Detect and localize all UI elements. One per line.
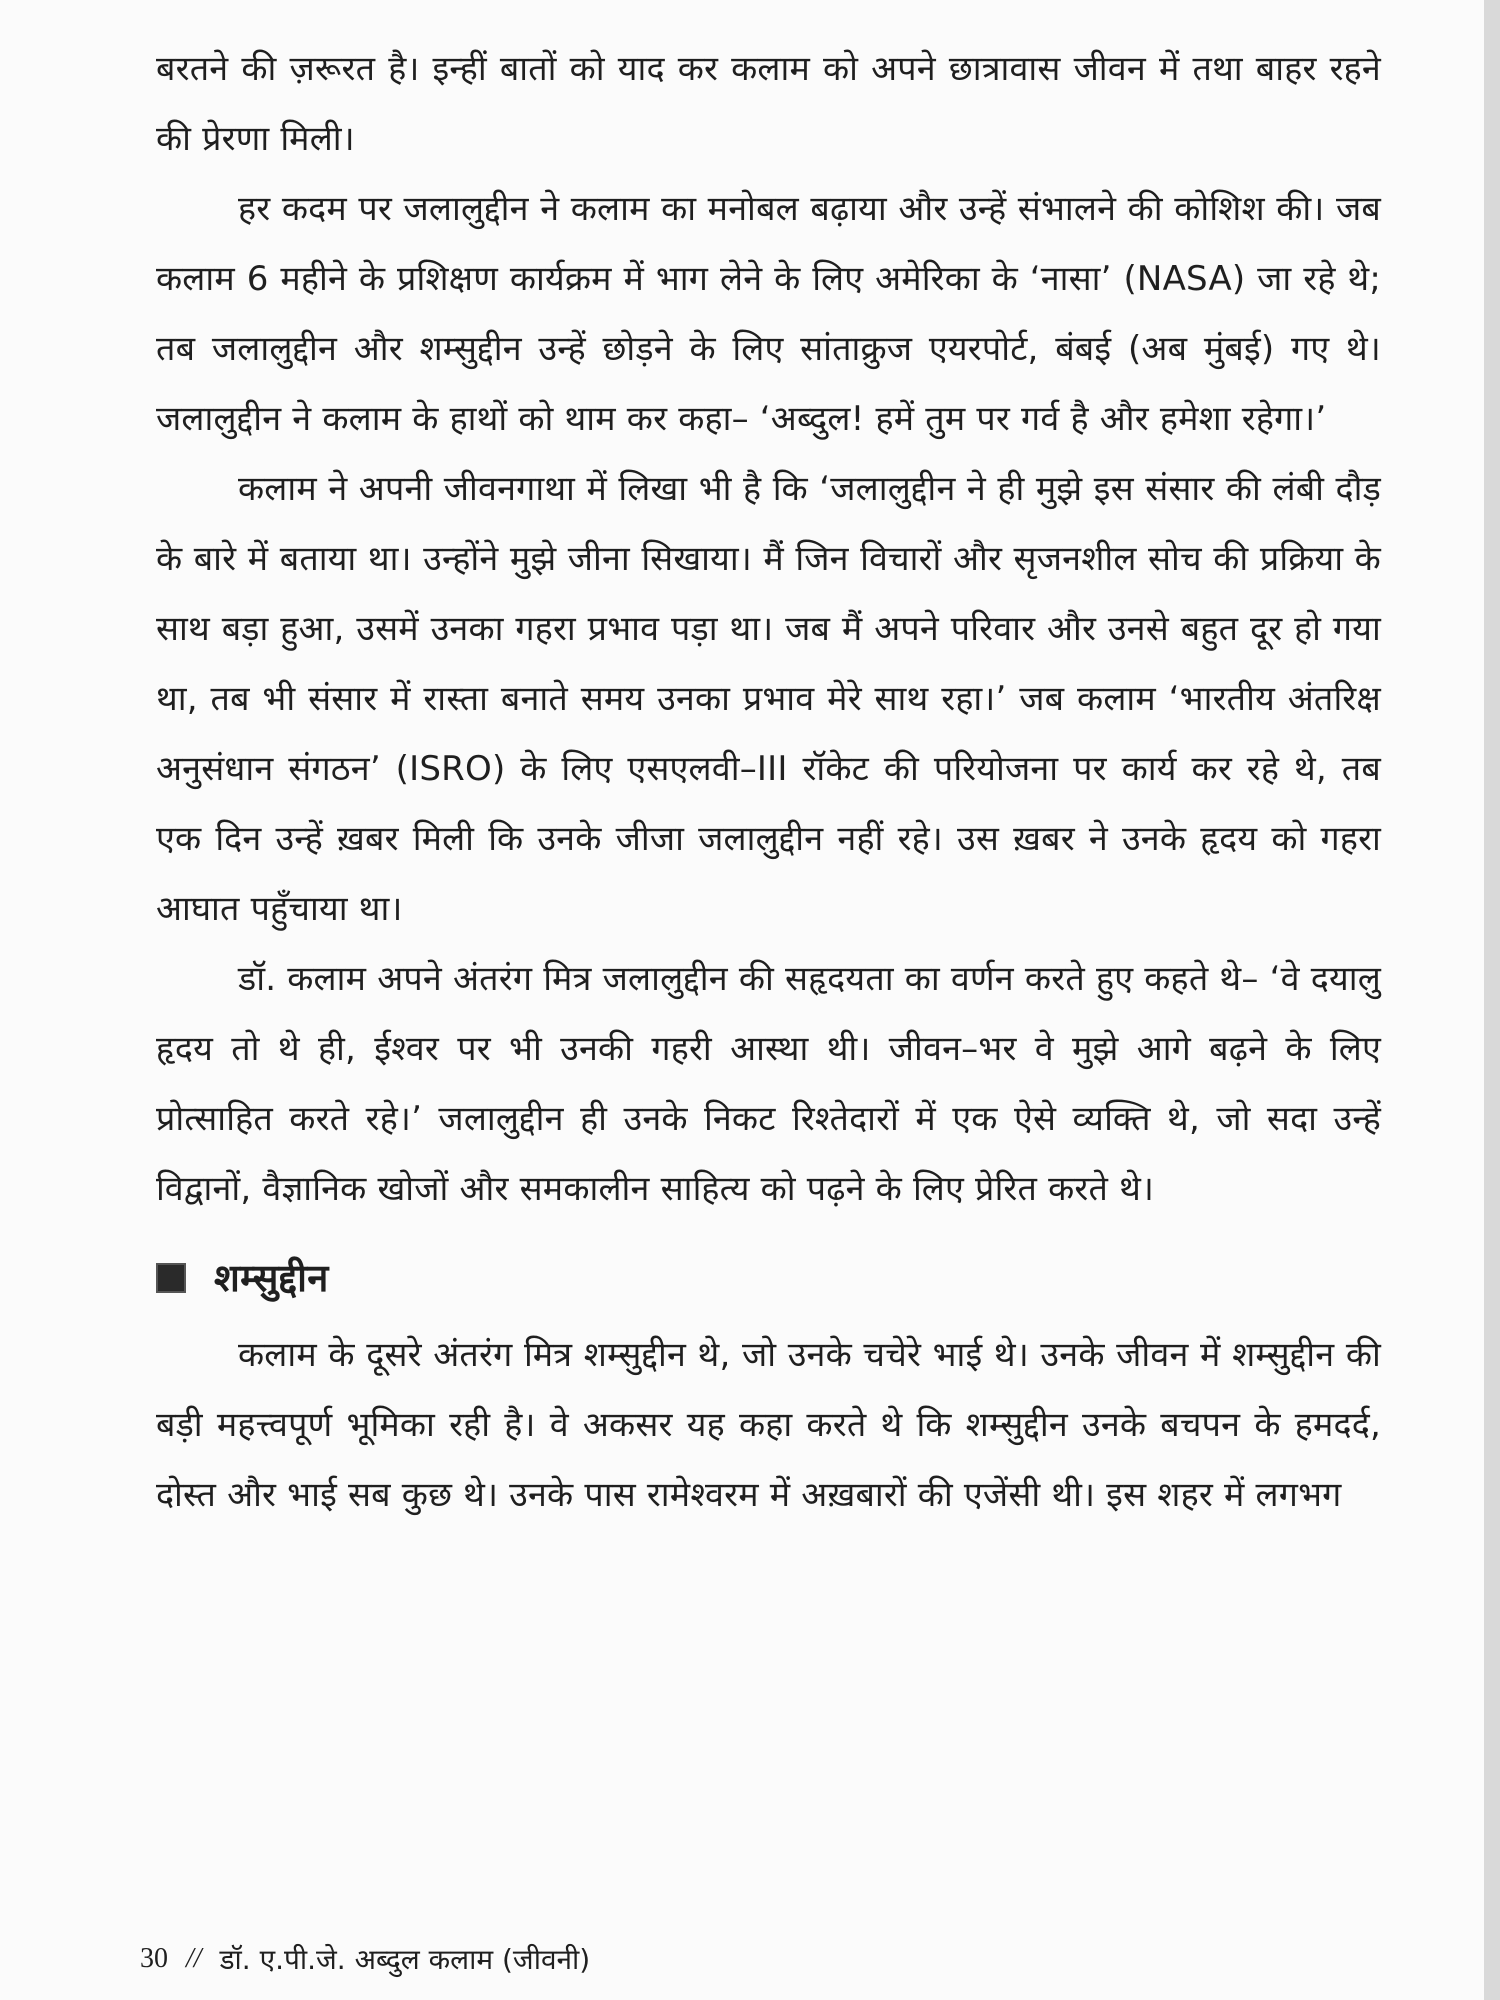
page-footer bbox=[140, 1940, 590, 1978]
section-paragraph: कलाम के दूसरे अंतरंग मित्र शम्सुद्दीन थे, जो उनके चचेरे भाई थे। उनके जीवन में शम्सुद्दीन की बड़ी महत्त्वपूर्ण भूमिका रही है। वे अकसर यह कहा करते थे कि शम्सुद्दीन उनके बचपन के हमदर्द, दोस्त और भाई सब कुछ थे। उनके पास रामेश्वरम में अख़बारों की एजेंसी थी। इस शहर में लगभग bbox=[156, 1335, 1381, 1515]
paragraph-1: बरतने की ज़रूरत है। इन्हीं बातों को याद कर कलाम को अपने छात्रावास जीवन में तथा बाहर रहने की प्रेरणा मिली। bbox=[156, 49, 1381, 159]
paragraph-2: हर कदम पर जलालुद्दीन ने कलाम का मनोबल बढ़ाया और उन्हें संभालने की कोशिश की। जब कलाम 6 महीने के प्रशिक्षण कार्यक्रम में भाग लेने के लिए अमेरिका के ‘नासा’ (NASA) जा रहे थे; तब जलालुद्दीन और शम्सुद्दीन उन्हें छोड़ने के लिए सांताक्रुज एयरपोर्ट, बंबई (अब मुंबई) गए थे। जलालुद्दीन ने कलाम के हाथों को थाम कर कहा– ‘अब्दुल! हमें तुम पर गर्व है और हमेशा रहेगा।’ bbox=[156, 189, 1381, 439]
paragraph-4: डॉ. कलाम अपने अंतरंग मित्र जलालुद्दीन की सहृदयता का वर्णन करते हुए कहते थे– ‘वे दयालु हृदय तो थे ही, ईश्वर पर भी उनकी गहरी आस्था थी। जीवन–भर वे मुझे आगे बढ़ने के लिए प्रोत्साहित करते रहे।’ जलालुद्दीन ही उनके निकट रिश्तेदारों में एक ऐसे व्यक्ति थे, जो सदा उन्हें विद्वानों, वैज्ञानिक खोजों और समकालीन साहित्य को पढ़ने के लिए प्रेरित करते थे। bbox=[156, 959, 1381, 1209]
section-heading-text: शम्सुद्दीन bbox=[214, 1256, 329, 1300]
square-bullet-icon bbox=[156, 1263, 186, 1293]
page-number: 30 bbox=[140, 1943, 168, 1974]
page-body bbox=[156, 34, 1381, 1530]
book-title: डॉ. ए.पी.जे. अब्दुल कलाम (जीवनी) bbox=[219, 1943, 591, 1976]
paragraph-3: कलाम ने अपनी जीवनगाथा में लिखा भी है कि ‘जलालुद्दीन ने ही मुझे इस संसार की लंबी दौड़ के बारे में बताया था। उन्होंने मुझे जीना सिखाया। मैं जिन विचारों और सृजनशील सोच की प्रक्रिया के साथ बड़ा हुआ, उसमें उनका गहरा प्रभाव पड़ा था। जब मैं अपने परिवार और उनसे बहुत दूर हो गया था, तब भी संसार में रास्ता बनाते समय उनका प्रभाव मेरे साथ रहा।’ जब कलाम ‘भारतीय अंतरिक्ष अनुसंधान संगठन’ (ISRO) के लिए एसएलवी–III रॉकेट की परियोजना पर कार्य कर रहे थे, तब एक दिन उन्हें ख़बर मिली कि उनके जीजा जलालुद्दीन नहीं रहे। उस ख़बर ने उनके हृदय को गहरा आघात पहुँचाया था। bbox=[156, 469, 1381, 929]
section-heading bbox=[156, 1246, 1381, 1310]
footer-separator: // bbox=[186, 1943, 202, 1974]
